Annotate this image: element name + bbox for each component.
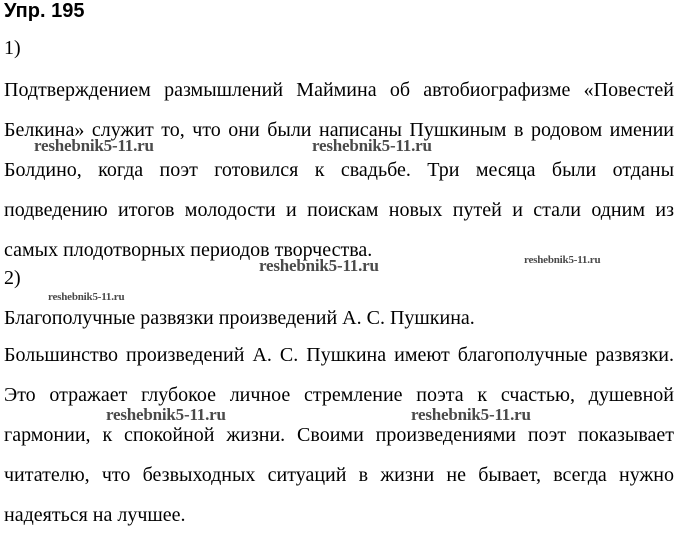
watermark: reshebnik5-11.ru <box>411 405 531 424</box>
watermark: reshebnik5-11.ru <box>48 291 125 303</box>
part-2-marker: 2) <box>4 267 21 289</box>
watermark: reshebnik5-11.ru <box>34 136 154 155</box>
part-1-marker: 1) <box>4 37 21 59</box>
part-2-paragraph: Большинство произведений А. С. Пушкина имеют благополучные развязки. Это отражает глубокое личное стремление поэта к счастью, душевной гармонии, к спокойной жизни. Своими произведениями поэт показывает читателю, что безвыходных ситуаций в жизни не бывает, всегда нужно надеяться на лучшее. <box>4 344 674 526</box>
watermark: reshebnik5-11.ru <box>312 136 432 155</box>
watermark: reshebnik5-11.ru <box>524 254 601 266</box>
exercise-title: Упр. 195 <box>4 0 85 22</box>
watermark: reshebnik5-11.ru <box>259 256 379 275</box>
watermark: reshebnik5-11.ru <box>106 405 226 424</box>
part-1-paragraph: Подтверждением размышлений Маймина об автобиографизме «Повестей Белкина» служит то, что они были написаны Пушкиным в родовом имении Болдино, когда поэт готовился к свадьбе. Три месяца были отданы подведению итогов молодости и поискам новых путей и стали одним из самых плодотворных периодов творчества. <box>4 79 674 261</box>
part-2-title: Благополучные развязки произведений А. С. Пушкина. <box>4 307 475 329</box>
